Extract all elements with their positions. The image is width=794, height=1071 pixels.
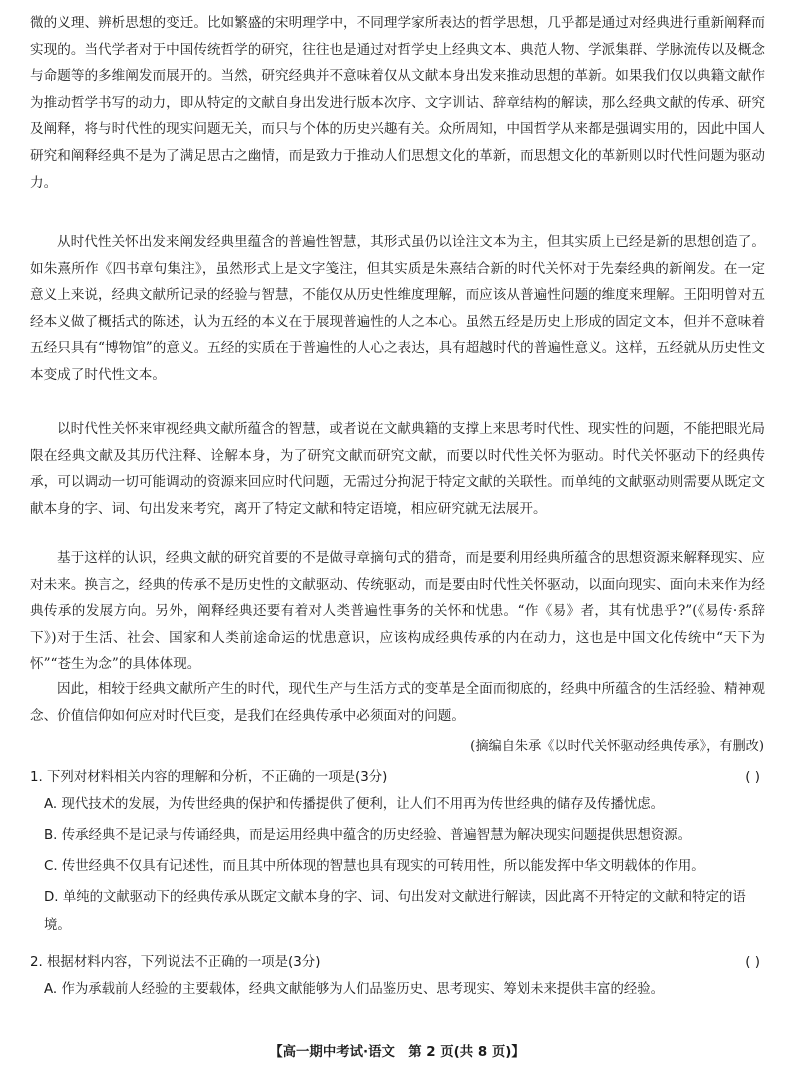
question-1-stem (30, 767, 765, 789)
question-1-answer-blank[interactable]: ( ) (745, 770, 760, 785)
question-1-text: 1. 下列对材料相关内容的理解和分析，不正确的一项是(3分) (30, 770, 388, 785)
passage-source: (摘编自朱承《以时代关怀驱动经典传承》，有删改) (470, 739, 764, 754)
passage-paragraph-2: 从时代性关怀出发来阐发经典里蕴含的普遍性智慧，其形式虽仍以诠注文本为主，但其实质上已经是新的思想创造了。如朱熹所作《四书章句集注》，虽然形式上是文字笺注，但其实质是朱熹结合新的时代关怀对于先秦经典的新阐发。在一定意义上来说，经典文献所记录的经验与智慧，不能仅从历史性维度理解，而应该从普遍性问题的维度来理解。王阳明曾对五经本义做了概括式的陈述，认为五经的本义在于展现普遍性的人之本心。虽然五经是历史上形成的固定文本，但并不意味着五经只具有“博物馆”的意义。五经的实质在于普遍性的人心之表达，具有超越时代的普遍性意义。这样，五经就从历史性文本变成了时代性文本。 (30, 234, 765, 383)
question-1-option-d[interactable]: D. 单纯的文献驱动下的经典传承从既定文献本身的字、词、句出发对文献进行解读，因此离不开特定的文献和特定的语境。 (44, 890, 746, 933)
question-2-option-a[interactable]: A. 作为承载前人经验的主要载体，经典文献能够为人们品鉴历史、思考现实、筹划未来提供丰富的经验。 (44, 982, 665, 997)
passage-paragraph-4: 基于这样的认识，经典文献的研究首要的不是做寻章摘句式的猎奇，而是要利用经典所蕴含的思想资源来解释现实、应对未来。换言之，经典的传承不是历史性的文献驱动、传统驱动，而是要由时代性关怀驱动，以面向现实、面向未来作为经典传承的发展方向。另外，阐释经典还要有着对人类普遍性事务的关怀和忧患。“作《易》者，其有忧患乎?”(《易传·系辞下》)对于生活、社会、国家和人类前途命运的忧患意识，应该构成经典传承的内在动力，这也是中国文化传统中“天下为怀”“苍生为念”的具体体现。 (30, 550, 765, 673)
question-1-option-a[interactable]: A. 现代技术的发展，为传世经典的保护和传播提供了便利，让人们不用再为传世经典的储存及传播忧虑。 (44, 797, 665, 812)
question-2-text: 2. 根据材料内容，下列说法不正确的一项是(3分) (30, 955, 321, 970)
question-2-stem (30, 952, 765, 974)
passage-paragraph-5: 因此，相较于经典文献所产生的时代，现代生产与生活方式的变革是全面而彻底的，经典中所蕴含的生活经验、精神观念、价值信仰如何应对时代巨变，是我们在经典传承中必须面对的问题。 (30, 681, 765, 724)
question-1-option-c[interactable]: C. 传世经典不仅具有记述性，而且其中所体现的智慧也具有现实的可转用性，所以能发挥中华文明载体的作用。 (44, 859, 705, 874)
page-footer: 【高一期中考试·语文 第 2 页(共 8 页)】 (269, 1045, 525, 1060)
question-1-option-b[interactable]: B. 传承经典不是记录与传诵经典，而是运用经典中蕴含的历史经验、普遍智慧为解决现实问题提供思想资源。 (44, 828, 692, 843)
passage-paragraph-1: 微的义理、辨析思想的变迁。比如繁盛的宋明理学中，不同理学家所表达的哲学思想，几乎都是通过对经典进行重新阐释而实现的。当代学者对于中国传统哲学的研究，往往也是通过对哲学史上经典文本、典范人物、学派集群、学脉流传以及概念与命题等的多维阐发而展开的。当然，研究经典并不意味着仅从文献本身出发来推动思想的革新。如果我们仅以典籍文献作为推动哲学书写的动力，即从特定的文献自身出发进行版本次序、文字训诂、辞章结构的解读，那么经典文献的传承、研究及阐释，将与时代性的现实问题无关，而只与个体的历史兴趣有关。众所周知，中国哲学从来都是强调实用的，因此中国人研究和阐释经典不是为了满足思古之幽情，而是致力于推动人们思想文化的革新，而思想文化的革新则以时代性问题为驱动力。 (30, 15, 765, 191)
question-2-answer-blank[interactable]: ( ) (745, 955, 760, 970)
passage-paragraph-3: 以时代性关怀来审视经典文献所蕴含的智慧，或者说在文献典籍的支撑上来思考时代性、现实性的问题，不能把眼光局限在经典文献及其历代注释、诠解本身，为了研究文献而研究文献，而要以时代性关怀为驱动。时代关怀驱动下的经典传承，可以调动一切可能调动的资源来回应时代问题，无需过分拘泥于特定文献的关联性。而单纯的文献驱动则需要从既定文献本身的字、词、句出发来考究，离开了特定文献和特定语境，相应研究就无法展开。 (30, 421, 765, 517)
